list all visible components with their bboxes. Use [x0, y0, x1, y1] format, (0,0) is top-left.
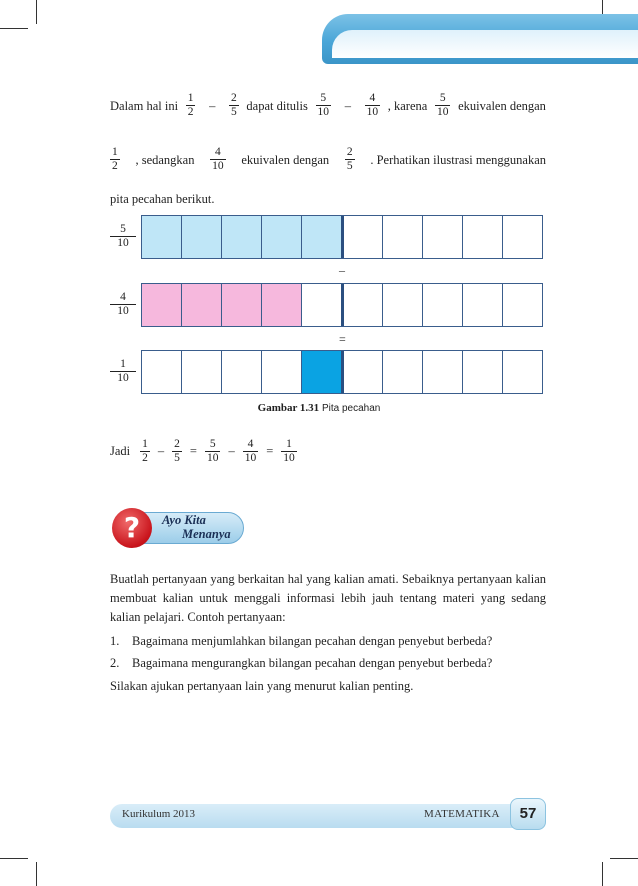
caption-text: Pita pecahan — [321, 403, 381, 414]
intro-text: dapat ditulis — [246, 98, 308, 113]
strip-cell — [423, 284, 463, 326]
strip-cell — [142, 284, 182, 326]
strip-cell — [503, 351, 542, 393]
minus-operator: – — [157, 444, 165, 458]
strip-cell — [503, 216, 542, 258]
intro-line-1 — [110, 92, 546, 119]
strip-cell — [302, 284, 344, 326]
badge-title-line-2: Menanya — [182, 527, 231, 541]
strip-label: $\frac{1}{10}$ — [110, 358, 136, 385]
badge-title — [162, 513, 231, 541]
fraction: $\frac{5}{10}$ — [317, 92, 330, 118]
header-decoration — [322, 14, 638, 64]
fraction: $\frac{2}{5}$ — [174, 438, 180, 464]
fraction-strip-bottom — [141, 350, 543, 394]
strip-cell — [383, 351, 423, 393]
figure-caption — [0, 402, 638, 414]
strip-cell — [182, 284, 222, 326]
minus-operator: – — [209, 98, 216, 113]
strip-cell — [142, 351, 182, 393]
strip-cell — [344, 351, 384, 393]
intro-text: ekuivalen dengan — [241, 152, 330, 167]
strip-cell — [344, 284, 384, 326]
footer-curriculum: Kurikulum 2013 — [122, 808, 196, 820]
crop-mark — [0, 28, 28, 29]
fraction: $\frac{5}{10}$ — [206, 438, 219, 464]
caption-label: Gambar 1.31 — [257, 402, 320, 414]
fraction: $\frac{1}{2}$ — [187, 92, 194, 118]
strip-cell — [463, 351, 503, 393]
intro-line-3: pita pecahan berikut. — [110, 192, 215, 206]
strip-cell — [262, 351, 302, 393]
fraction: $\frac{4}{10}$ — [366, 92, 379, 118]
fraction: $\frac{5}{10}$ — [436, 92, 449, 118]
fraction: $\frac{4}{10}$ — [212, 146, 224, 172]
strip-cell — [302, 216, 344, 258]
intro-text: , sedangkan — [135, 152, 195, 167]
crop-mark — [610, 858, 638, 859]
conclusion-label: Jadi — [110, 444, 131, 458]
closing-text: Silakan ajukan pertanyaan lain yang menurut kalian penting. — [110, 679, 414, 693]
body-paragraph: Buatlah pertanyaan yang berkaitan hal yang kalian amati. Sebaiknya pertanyaan kalian membuat kalian untuk menggali informasi lebih jauh tentang materi yang sedang kalian pelajari. Contoh pertanyaan: — [110, 572, 546, 624]
fraction: $\frac{2}{5}$ — [346, 146, 353, 172]
strip-cell — [463, 216, 503, 258]
page-number: 57 — [510, 798, 546, 830]
strip-cell — [222, 284, 262, 326]
question-mark-icon: ? — [112, 508, 152, 548]
intro-text: , karena — [387, 98, 428, 113]
strip-cell — [182, 216, 222, 258]
strip-cell — [503, 284, 542, 326]
strip-label: $\frac{4}{10}$ — [110, 291, 136, 318]
strip-cell — [222, 216, 262, 258]
conclusion-equation — [110, 438, 303, 465]
minus-operator: – — [339, 263, 345, 277]
list-item-number: 2. — [110, 656, 120, 670]
fraction: $\frac{1}{10}$ — [283, 438, 295, 464]
footer-subject: MATEMATIKA — [424, 808, 500, 820]
fraction: $\frac{4}{10}$ — [244, 438, 257, 464]
strip-cell — [262, 216, 302, 258]
intro-text: Dalam hal ini — [110, 98, 179, 113]
crop-mark — [602, 862, 603, 886]
list-item-text: Bagaimana menjumlahkan bilangan pecahan dengan penyebut berbeda? — [132, 634, 493, 648]
section-badge — [112, 508, 244, 548]
badge-title-line-1: Ayo Kita — [162, 513, 206, 527]
minus-operator: – — [344, 98, 351, 113]
strip-cell — [423, 351, 463, 393]
strip-label: $\frac{5}{10}$ — [110, 223, 136, 250]
strip-cell — [344, 216, 384, 258]
strip-cell — [142, 216, 182, 258]
strip-cell — [383, 284, 423, 326]
list-item — [110, 632, 546, 650]
equals-operator: = — [266, 444, 274, 458]
strip-cell — [262, 284, 302, 326]
minus-operator: – — [228, 444, 235, 458]
fraction: $\frac{2}{5}$ — [231, 92, 237, 118]
crop-mark — [36, 0, 37, 24]
equals-operator: = — [339, 332, 346, 346]
fraction: $\frac{1}{2}$ — [142, 438, 148, 464]
strip-cell — [383, 216, 423, 258]
fraction-strip-middle — [141, 283, 543, 327]
strip-cell — [423, 216, 463, 258]
list-item-text: Bagaimana mengurangkan bilangan pecahan dengan penyebut berbeda? — [132, 656, 493, 670]
list-item-number: 1. — [110, 634, 120, 648]
crop-mark — [36, 862, 37, 886]
intro-text: . Perhatikan ilustrasi menggunakan — [370, 152, 546, 167]
strip-cell — [182, 351, 222, 393]
equals-operator: = — [189, 444, 197, 458]
intro-text: ekuivalen dengan — [458, 98, 546, 113]
strip-cell — [302, 351, 344, 393]
fraction-strip-top — [141, 215, 543, 259]
list-item — [110, 654, 546, 672]
strip-cell — [222, 351, 262, 393]
crop-mark — [0, 858, 28, 859]
fraction: $\frac{1}{2}$ — [112, 146, 118, 172]
intro-line-2 — [110, 146, 546, 173]
strip-cell — [463, 284, 503, 326]
